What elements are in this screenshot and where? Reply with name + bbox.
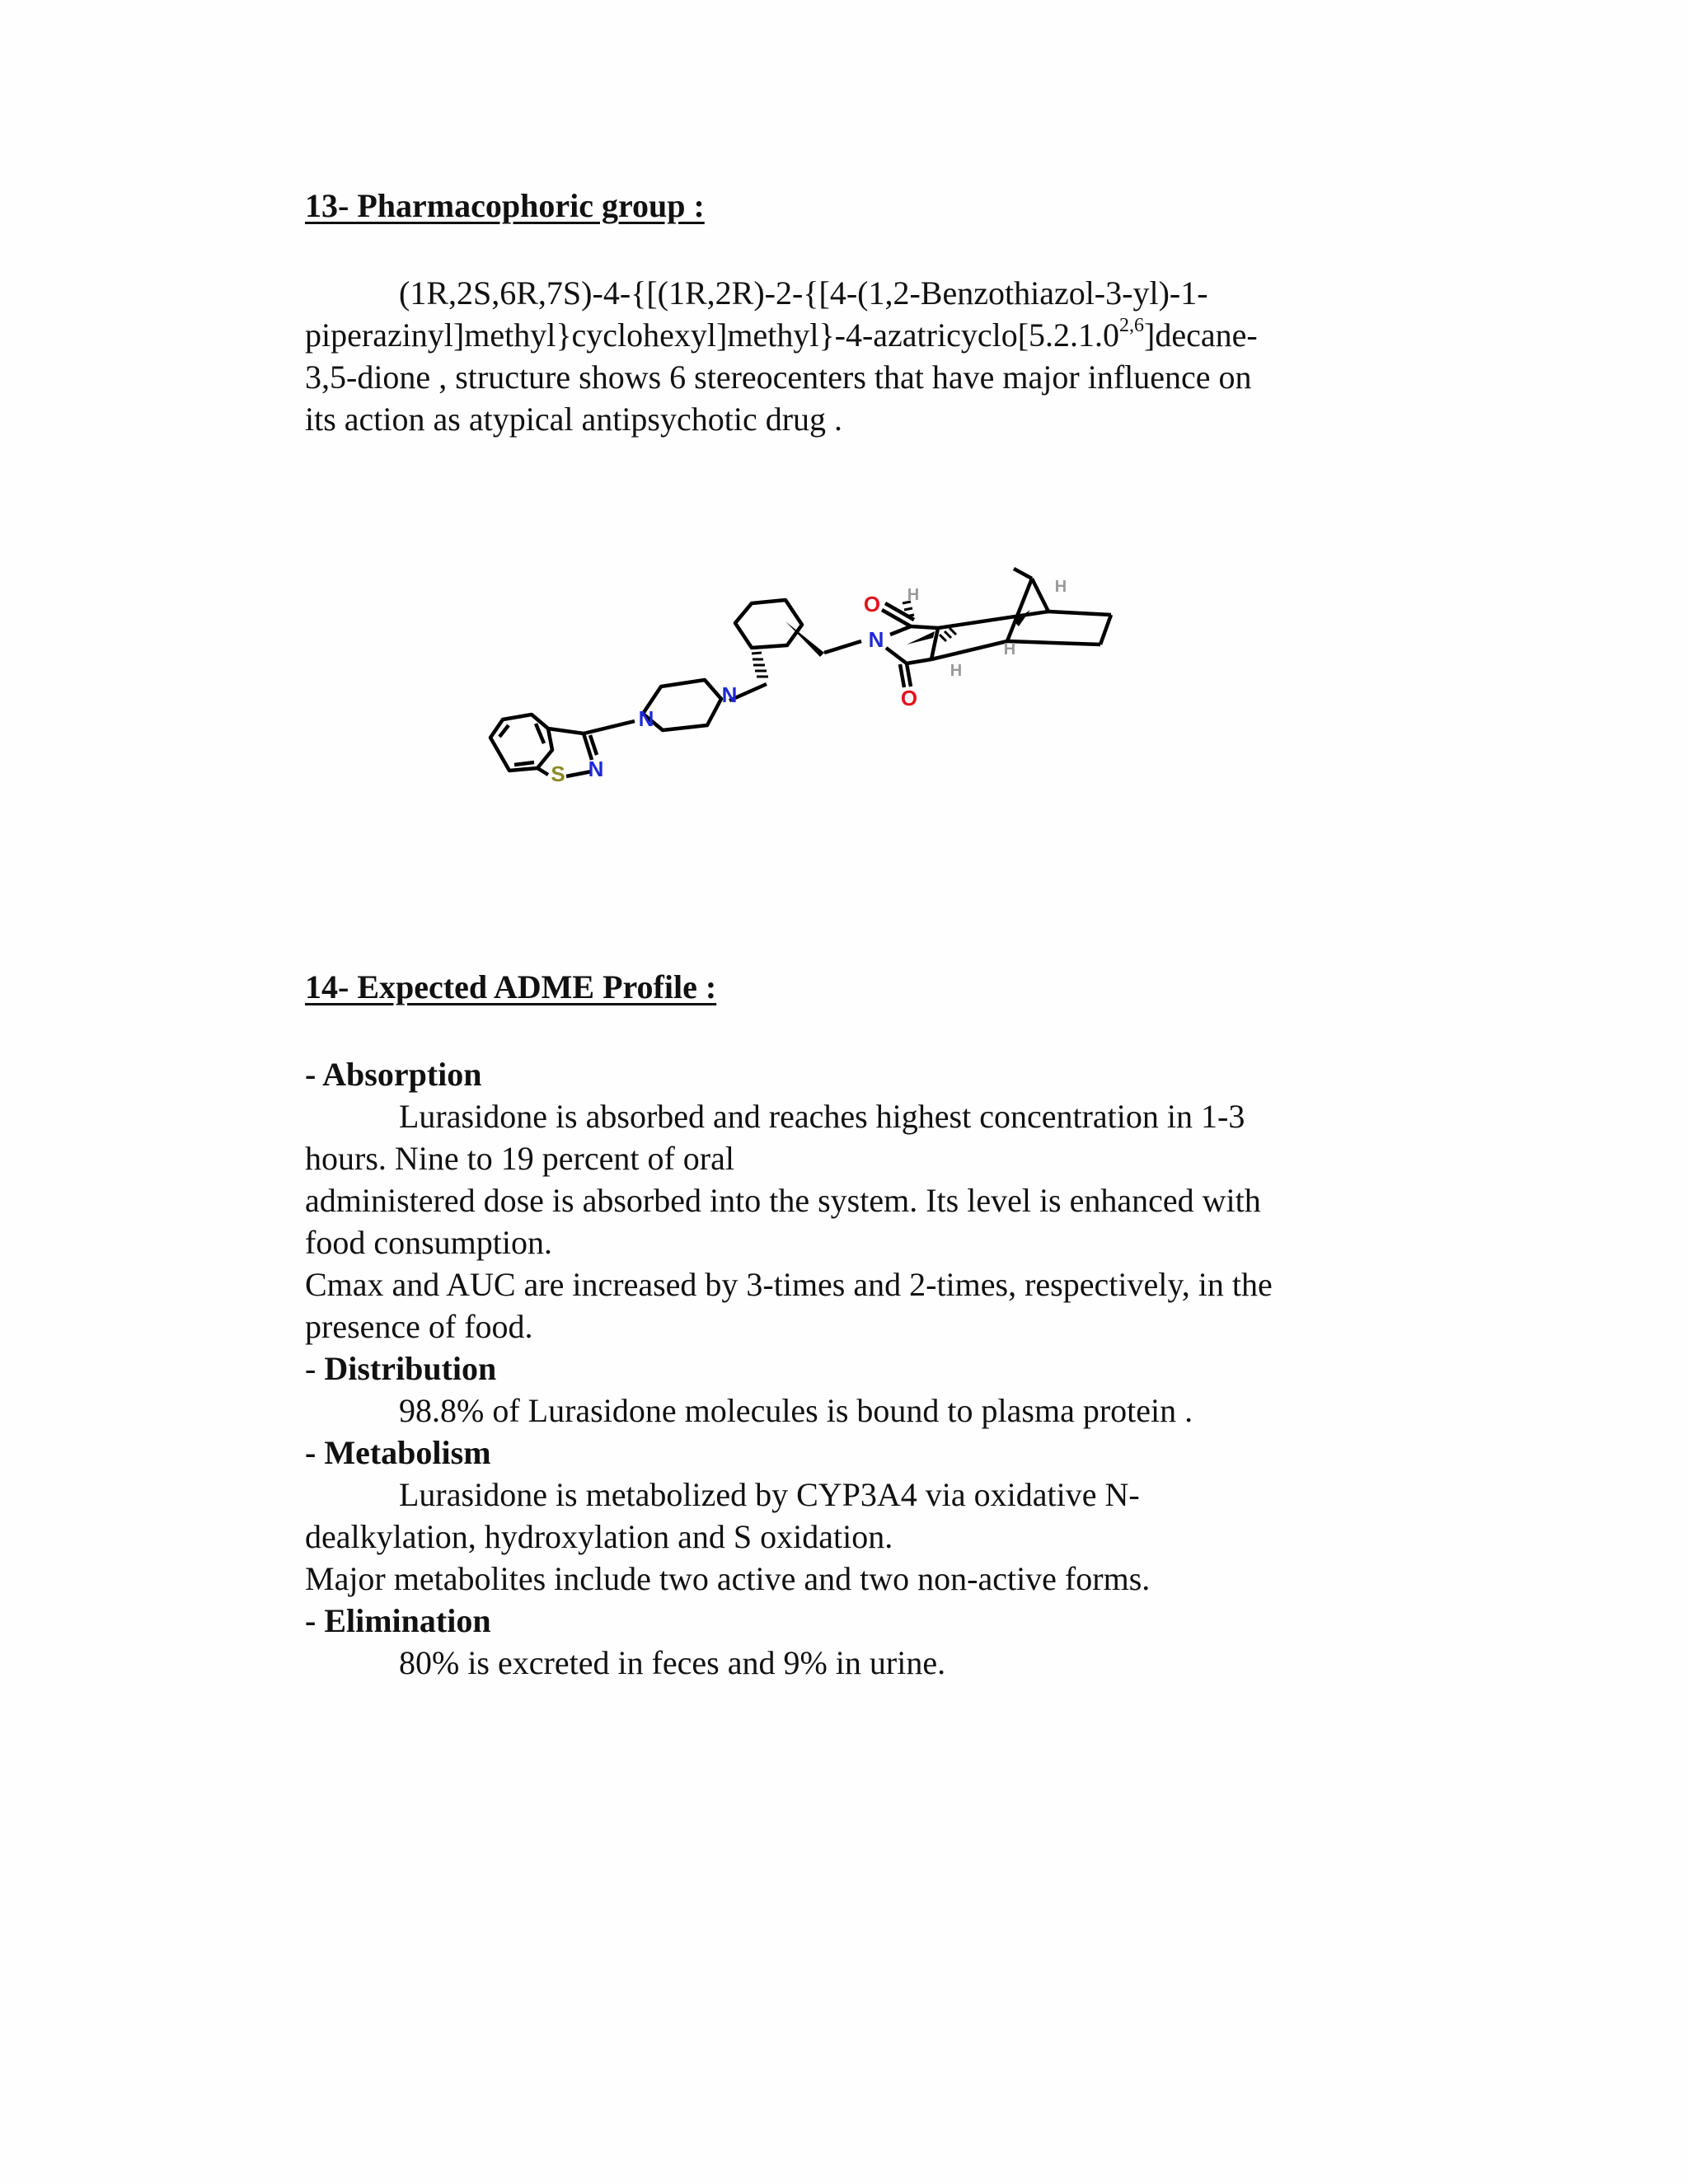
atom-label: N [721, 682, 738, 707]
section-13-heading: 13- Pharmacophoric group : [305, 187, 705, 224]
bond [537, 768, 548, 775]
bond [886, 648, 907, 663]
paragraph-line: Cmax and AUC are increased by 3-times and 2-times, respectively, in the [305, 1266, 1273, 1303]
atom-label: H [1003, 640, 1016, 658]
hash-bond [906, 615, 914, 616]
bond [1032, 579, 1048, 612]
paragraph-line: presence of food. [305, 1308, 533, 1345]
hash-bond [940, 635, 946, 641]
hash-bond [904, 608, 912, 610]
paragraph-line: food consumption. [305, 1224, 552, 1261]
carbonyl-bond [885, 603, 914, 620]
bond [911, 626, 938, 628]
bond [1007, 641, 1100, 644]
aromatic-bond [514, 762, 534, 765]
atom-label: H [907, 586, 920, 604]
paragraph-line: (1R,2S,6R,7S)-4-{[(1R,2R)-2-{[4-(1,2-Benzothiazol-3-yl)-1- [399, 274, 1208, 312]
bond [931, 641, 1007, 659]
superscript: 2,6 [1119, 314, 1145, 336]
hash-bond [752, 653, 762, 654]
paragraph-line: hours. Nine to 19 percent of oral [305, 1140, 734, 1177]
carbonyl-bond [882, 610, 911, 626]
carbonyl-bond [907, 663, 911, 687]
piperazine-ring [643, 680, 721, 730]
atom-label: N [588, 757, 604, 781]
atom-label: H [1054, 578, 1067, 596]
paragraph-line: administered dose is absorbed into the system. Its level is enhanced with [305, 1182, 1261, 1219]
bond [890, 626, 911, 635]
atom-label: N [638, 706, 654, 731]
paragraph-line: piperazinyl]methyl}cyclohexyl]methyl}-4-azatricyclo[5.2.1.0$^{2,6}$]decane- [305, 314, 1258, 354]
cyclohexane-ring [735, 600, 802, 648]
lurasidone-structure-diagram [445, 552, 1203, 832]
distribution-heading: - Distribution [305, 1350, 497, 1387]
bond [1014, 569, 1032, 579]
paragraph-line: 98.8% of Lurasidone molecules is bound to plasma protein . [399, 1392, 1193, 1429]
paragraph-line: Major metabolites include two active and two non-active forms. [305, 1560, 1151, 1597]
paragraph-line: dealkylation, hydroxylation and S oxidation. [305, 1518, 893, 1555]
paragraph-line: Lurasidone is metabolized by CYP3A4 via oxidative N- [399, 1476, 1140, 1513]
section-13-paragraph [305, 272, 1401, 440]
bond [548, 729, 584, 733]
adme-section [305, 1053, 1401, 1684]
atom-label: O [863, 592, 881, 616]
paragraph-line: 80% is excreted in feces and 9% in urine. [399, 1644, 946, 1681]
paragraph-line: Lurasidone is absorbed and reaches highest concentration in 1-3 [399, 1098, 1245, 1135]
metabolism-heading: - Metabolism [305, 1434, 491, 1471]
elimination-heading: - Elimination [305, 1602, 491, 1639]
bond [824, 641, 861, 653]
atom-label: H [950, 662, 963, 680]
wedge-bond [907, 631, 935, 644]
atom-label: N [868, 627, 884, 652]
hash-bond [950, 628, 956, 635]
aromatic-bond [536, 724, 544, 743]
carbonyl-bond [900, 664, 904, 687]
atom-label: O [900, 686, 918, 710]
bond [584, 721, 635, 733]
bond [907, 659, 931, 663]
hash-bond [945, 631, 951, 638]
bond [938, 612, 1048, 628]
absorption-heading: - Absorption [305, 1056, 482, 1093]
atom-label: S [551, 762, 565, 786]
paragraph-line: 3,5-dione , structure shows 6 stereocenters that have major influence on [305, 359, 1252, 396]
paragraph-line: its action as atypical antipsychotic drug . [305, 401, 843, 438]
section-14-heading: 14- Expected ADME Profile : [305, 968, 717, 1005]
bond [1100, 615, 1111, 644]
bond [1048, 612, 1111, 615]
aromatic-bond [499, 725, 509, 737]
bond [1007, 579, 1032, 641]
